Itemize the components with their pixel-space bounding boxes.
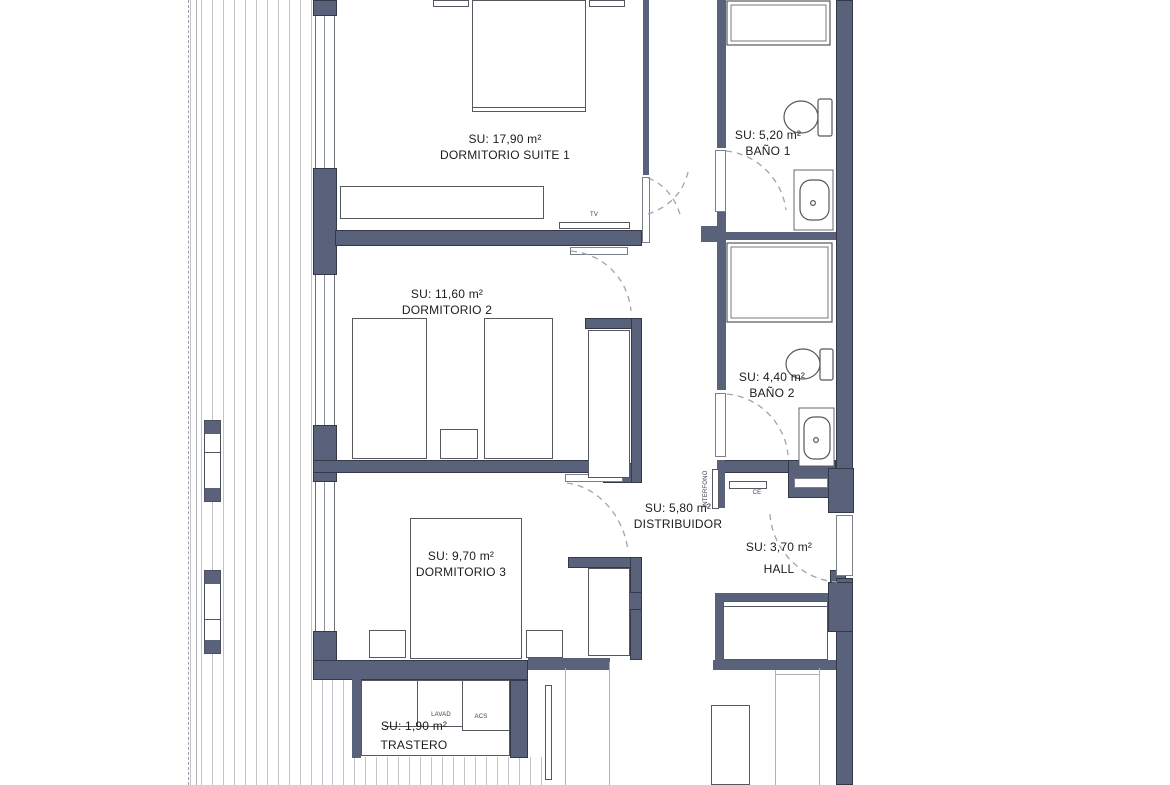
- room-name: DORMITORIO 2: [401, 303, 493, 317]
- room-name: TRASTERO: [380, 738, 448, 752]
- room-area: SU: 4,40 m²: [738, 370, 806, 384]
- door-arc-bano1: [726, 151, 786, 210]
- room-label-bano-1: [735, 127, 801, 159]
- toilet-tank: [820, 349, 833, 380]
- door-arc-dorm2: [571, 251, 631, 311]
- room-label-trastero: [381, 717, 448, 755]
- room-label-dormitorio-3: [416, 548, 506, 580]
- room-name: DISTRIBUIDOR: [633, 517, 723, 531]
- room-area: SU: 17,90 m²: [468, 132, 542, 146]
- bathtub-inner: [731, 247, 828, 318]
- ce-label: CE: [752, 490, 762, 496]
- tv-label: TV: [589, 212, 599, 218]
- sink-drain: [811, 201, 816, 206]
- acs-label: ACS: [474, 714, 488, 720]
- room-area: SU: 5,20 m²: [734, 128, 802, 142]
- sink-basin: [800, 180, 829, 220]
- toilet-tank: [818, 99, 832, 136]
- room-label-dormitorio-2: [402, 286, 492, 318]
- room-name: DORMITORIO 3: [415, 565, 507, 579]
- door-arc-dorm3: [567, 483, 628, 552]
- room-name: DORMITORIO SUITE 1: [439, 148, 571, 162]
- room-area: SU: 9,70 m²: [427, 549, 495, 563]
- room-label-hall: [746, 536, 812, 580]
- room-area: SU: 3,70 m²: [745, 540, 813, 554]
- room-name: BAÑO 1: [745, 144, 791, 158]
- room-label-dormitorio-suite-1: [440, 131, 570, 163]
- room-name: BAÑO 2: [749, 386, 795, 400]
- door-arc-bano2: [727, 394, 788, 455]
- room-label-bano-2: [739, 369, 805, 401]
- interfono-label: INTERFONO: [703, 470, 709, 508]
- lavadora-label: LAVAD: [431, 712, 451, 718]
- room-name: HALL: [763, 562, 795, 576]
- room-area: SU: 11,60 m²: [410, 287, 484, 301]
- room-area: SU: 1,90 m²: [380, 719, 448, 733]
- room-area: SU: 5,80 m²: [644, 501, 712, 515]
- sink-drain: [814, 438, 819, 443]
- shower-tray-inner: [731, 5, 826, 41]
